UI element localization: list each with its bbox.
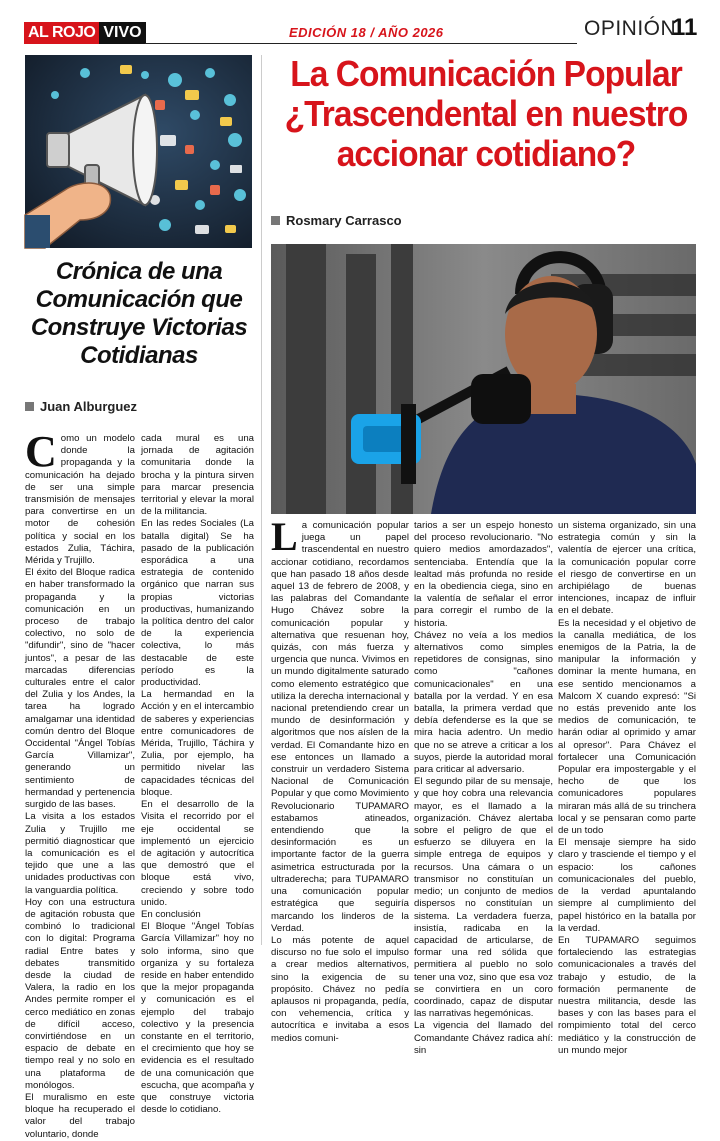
left-article-author: Juan Alburguez	[40, 399, 138, 414]
main-article-photo	[271, 244, 696, 514]
paragraph: El muralismo en este bloque ha recuperado el valor del trabajo voluntario, donde	[25, 1091, 135, 1140]
main-article-author: Rosmary Carrasco	[286, 213, 402, 228]
left-article-byline	[25, 399, 137, 414]
main-article-byline	[271, 213, 402, 228]
paragraph: Hoy con una estructura de agitación robusta que combinó lo tradicional con lo digital: Programa radial Entre bates y debates transmitido desde la ciudad de Valera, la radio en los Andes permite romper el cerco mediático en zonas de difícil acceso, convirtiéndose en un espacio de debate en tiempo real y no solo en una plataforma de monólogos.	[25, 896, 135, 1091]
paragraph: La vigencia del llamado del Comandante Chávez radica ahí: sin	[414, 1020, 553, 1056]
brand-part2: VIVO	[99, 22, 145, 44]
section-label: OPINIÓN	[584, 17, 677, 40]
paragraph: El éxito del Bloque radica en haber transformado la propaganda y la comunicación en un proceso de trabajo colectivo, no solo de "difundir", sino de "hacer juntos", a pesar de las marcadas diferencias culturales entre el calor del Zulia y los Andes, la tarea ha logrado amalgamar una identidad común dentro del Bloque Occidental "Ángel Tobías García Villamizar", generando un sentimiento de hermandad y pertenencia surgido de las bases.	[25, 567, 135, 811]
main-article-col3	[558, 520, 696, 1056]
left-article-headline: Crónica de una Comunicación que Construye Victorias Cotidianas	[30, 258, 248, 369]
paragraph: tarios a ser un espejo honesto del proceso revolucionario. "No quiero medios amordazados", sentenciaba. Entendía que la lealtad más profunda no reside en la obediencia ciega, sino en la valentía de señalar el error para corregir el rumbo de la historia.	[414, 520, 553, 629]
left-article-col2	[141, 433, 254, 1116]
paragraph: La visita a los estados Zulia y Trujillo me permitió diagnosticar que la comunicación es el tejido que une a las unidades productivas con la vanguardia política.	[25, 811, 135, 896]
paragraph: En conclusión	[141, 908, 201, 920]
paragraph: El segundo pilar de su mensaje, y que hoy cobra una relevancia mayor, es el llamado a la organización. Chávez alertaba sobre el peligro de que el esfuerzo se diluyera en la simple entrega de equipos y recursos. Una cámara o un transmisor no constituían un medio; un conjunto de medios dispersos no constituían un sistema. La verdadera fuerza, insistía, radicaba en la capacidad de articularse, de formar una red sólida que permitiera al pueblo no solo tener una voz, sino que esa voz se convirtiera en un coro coordinado, capaz de disputar las narrativas hegemónicas.	[414, 776, 553, 1020]
paragraph: un sistema organizado, sin una estrategia común y sin la valentía de ejercer una crítica, la comunicación popular corre el riesgo de convertirse en un archipiélago de buenas intenciones, incapaz de influir en el debate.	[558, 520, 696, 617]
paragraph: a comunicación popular juega un papel trascendental en nuestro accionar cotidiano, recordamos que han pasado 18 años desde aquel 13 de febrero de 2008, y las palabras del Comandante Hugo Chávez sobre la comunicación popular y alternativa que resuenan hoy, quizás, con más fuerza y urgencia que nunca. Vivimos en un mundo digitalmente saturado como elemento estratégico que utiliza la derecha internacional y nacional pretendiendo crear un mundo de desinformación y algoritmos que nos aíslen de la verdad. El Comandante hizo en ese entonces un llamado a construir un verdadero Sistema Nacional de Comunicación Popular y que como Movimiento Revolucionario TUPAMARO estabamos atineados, entendiendo que la desinformación es un importante factor de la guerra asimetrica estructurada por la ultraderecha; para TUPAMARO una comunicación popular estratégica que seguiría marcando los linderos de la Verdad.	[271, 520, 409, 934]
paragraph: En las redes Sociales (La batalla digital) Se ha pasado de la publicación esporádica a una estrategia de contenido orgánico que narran sus propias victorias productivas, humanizando la política dentro del calor de la experiencia colectiva, lo más destacable de este período es la productividad.	[141, 518, 254, 689]
paragraph: En TUPAMARO seguimos fortaleciendo las estrategias comunicacionales a través del trabajo y estudio, de la formación permanente de nuestra militancia, desde las bases y con las bases para el rompimiento total del cerco mediático y la construcción de un mundo mejor	[558, 934, 696, 1056]
main-article-headline: La Comunicación Popular ¿Trascendental en nuestro accionar cotidiano?	[284, 53, 688, 174]
man-speaking-into-microphone	[271, 244, 696, 514]
left-article-dropcap: C	[25, 427, 57, 476]
paragraph: En el desarrollo de la Visita el recorrido por el eje occidental se implementó un ejercicio de agitación y autocrítica que demostró que el bloque está vivo, creciendo y sobre todo unido.	[141, 799, 254, 908]
paragraph: La hermandad en la Acción y en el intercambio de saberes y experiencias entre comunicadores de Mérida, Trujillo, Táchira y Zulia, por ejemplo, ha permitido nivelar las capacidades técnicas del bloque.	[141, 689, 254, 798]
paragraph: Es la necesidad y el objetivo de la canalla mediática, de los enemigos de la Patria, la de manipular la información y dominar la mente humana, en ese sentido mencionamos a Malcom X cuando expresó: "Si no estás prevenido ante los medios de comunicación, te harán odiar al oprimido y amar al opresor". Para Chávez el fortalecer una Comunicación Popular era impostergable y el hecho de que los comunicadores populares miraran más allá de su trinchera local y se pensaran como parte de un todo	[558, 617, 696, 837]
byline-square-icon	[25, 402, 34, 411]
main-article-col2	[414, 520, 553, 1056]
page-header	[0, 0, 720, 46]
paragraph: Chávez no veía a los medios alternativos como simples repetidores de consignas, sino como "cañones comunicacionales" en una batalla por la verdad. Y en esa batalla, la primera verdad que debía defenderse es la que se mira hacia adentro. Un medio que no se atreve a criticar a los suyos, pierde la autoridad moral para criticar al adversario.	[414, 629, 553, 776]
page-number: 11	[672, 14, 698, 41]
paragraph: Lo más potente de aquel discurso no fue solo el impulso a crear medios alternativos, sino la exigencia de su propósito. Chávez no pedía aplausos ni propaganda, pedía, con vehemencia, crítica y autocrítica e invitaba a esos medios comuni-	[271, 934, 409, 1044]
paragraph: cada mural es una jornada de agitación comunitaria donde la brocha y la pintura sirven para marcar presencia territorial y elevar la moral de la militancia.	[141, 433, 254, 518]
brand-logo	[24, 22, 146, 44]
byline-square-icon	[271, 216, 280, 225]
column-divider	[261, 55, 262, 945]
brand-part1: AL ROJO	[24, 22, 99, 44]
left-article-col1	[25, 427, 135, 1140]
paragraph: omo un modelo donde la propaganda y la comunicación ha dejado de ser una simple transmisión de mensajes para convertirse en un motor de cohesión política y social en los estados Zulia, Táchira, Mérida y Trujillo.	[25, 433, 135, 567]
paragraph: El Bloque "Ángel Tobías García Villamizar" hoy no solo informa, sino que organiza y su fortaleza reside en haber entendido que la mejor propaganda y comunicación es el ejemplo del trabajo colectivo y la presencia constante en el territorio, el crecimiento que hoy se evidencia es el resultado de una comunicación que escucha, que acompaña y que construye victoria desde lo cotidiano.	[141, 921, 254, 1116]
paragraph: El mensaje siempre ha sido claro y trasciende el tiempo y el espacio: los cañones comunicacionales del pueblo, de la verdad apuntalando siempre al cumplimiento del papel histórico en la batalla por la verdad.	[558, 837, 696, 934]
main-article-col1	[271, 514, 409, 1044]
megaphone-social-media-icon	[25, 55, 252, 248]
main-article-dropcap: L	[271, 514, 298, 559]
edition-label: EDICIÓN 18 / AÑO 2026	[289, 25, 444, 40]
header-rule	[145, 43, 577, 44]
megaphone-illustration	[25, 55, 252, 248]
